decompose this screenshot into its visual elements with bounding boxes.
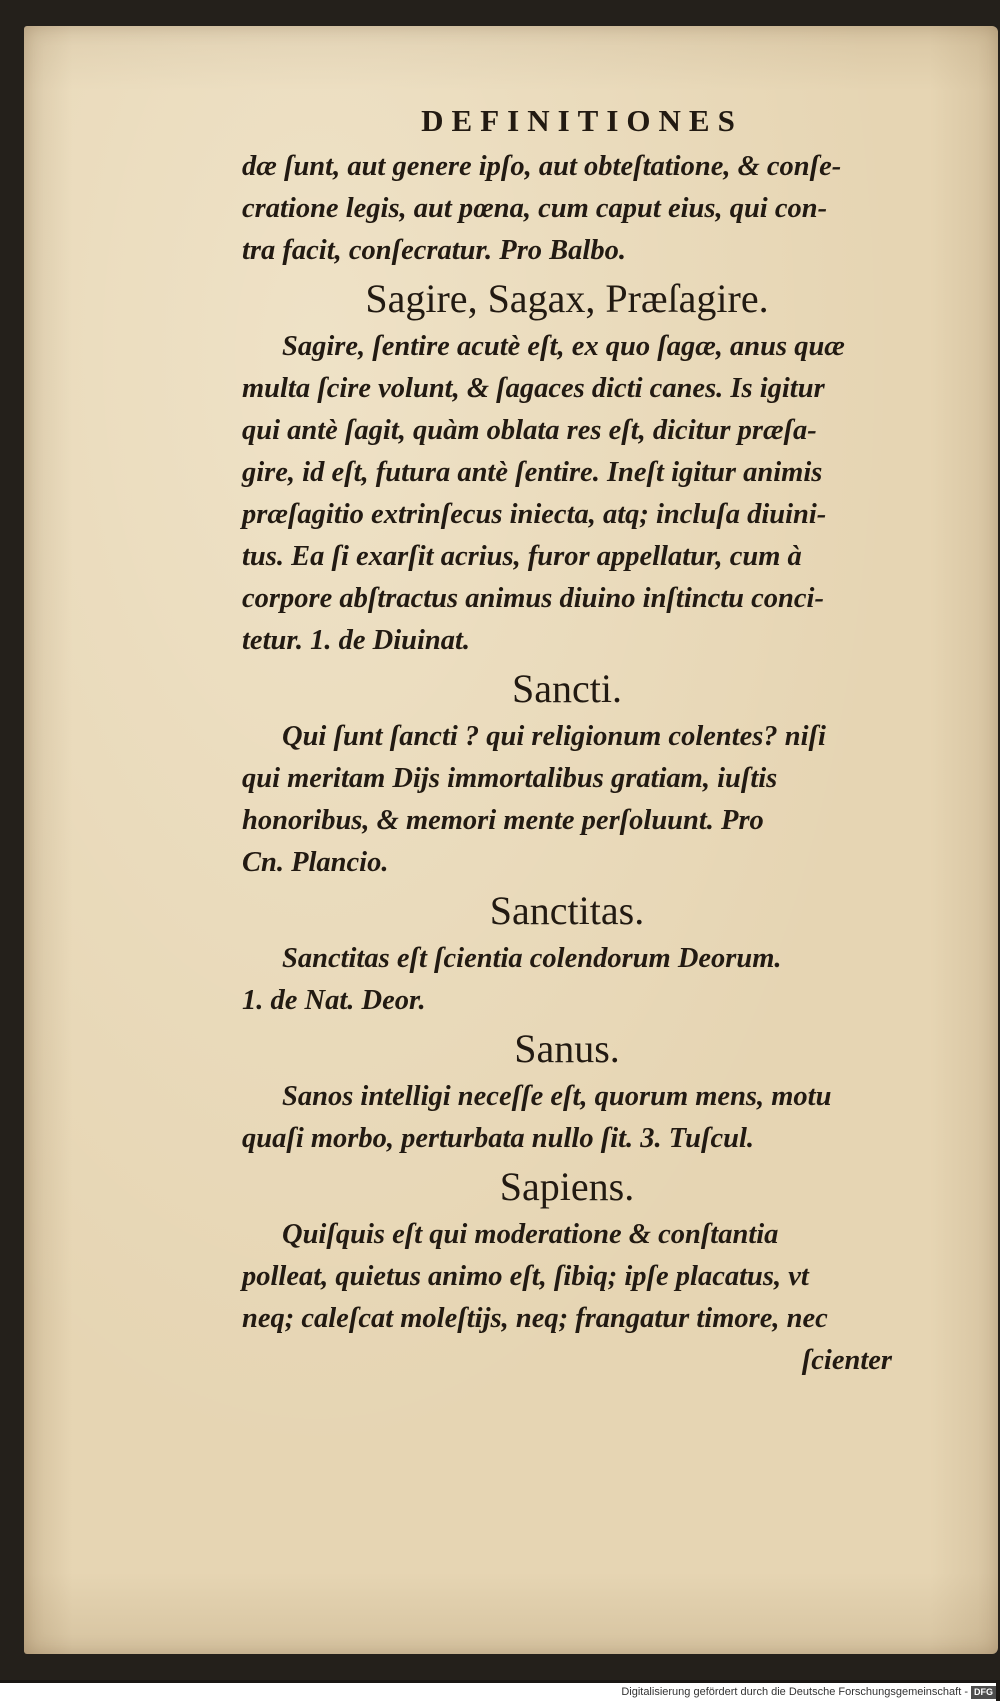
text-line: Sanos intelligi neceſſe eſt, quorum mens, motu — [282, 1081, 832, 1112]
running-head: DEFINITIONES — [421, 103, 743, 138]
text-line: 1. de Nat. Deor. — [242, 985, 426, 1016]
entry-heading-sanus: Sanus. — [514, 1026, 620, 1071]
text-line: corpore abſtractus animus diuino inſtinctu conci- — [242, 583, 824, 614]
text-line: neq; caleſcat moleſtijs, neq; frangatur timore, nec — [242, 1303, 828, 1334]
text-line: Sagire, ſentire acutè eſt, ex quo ſagæ, anus quæ — [282, 331, 845, 362]
text-line: Cn. Plancio. — [242, 847, 389, 878]
text-line: qui antè ſagit, quàm oblata res eſt, dicitur præſa- — [242, 415, 817, 446]
text-line: Quiſquis eſt qui moderatione & conſtantia — [282, 1219, 779, 1250]
entry-body-sapiens — [242, 1214, 892, 1382]
text-line: cratione legis, aut pœna, cum caput eius, qui con- — [242, 193, 828, 224]
text-line: honoribus, & memori mente perſoluunt. Pro — [242, 805, 764, 836]
text-line: tra facit, conſecratur. Pro Balbo. — [242, 235, 626, 266]
text-line: tetur. 1. de Diuinat. — [242, 625, 471, 656]
entry-heading-sagire: Sagire, Sagax, Præſagire. — [365, 276, 769, 321]
catchword: ſcienter — [801, 1345, 892, 1376]
intro-paragraph — [242, 146, 892, 272]
text-line: polleat, quietus animo eſt, ſibiq; ipſe placatus, vt — [242, 1261, 809, 1292]
text-line: quaſi morbo, perturbata nullo ſit. 3. Tuſcul. — [242, 1123, 755, 1154]
text-line: tus. Ea ſi exarſit acrius, furor appellatur, cum à — [242, 541, 802, 572]
text-line: multa ſcire volunt, & ſagaces dicti canes. Is igitur — [242, 373, 825, 404]
digitization-footer — [0, 1683, 996, 1701]
text-line: præſagitio extrinſecus iniecta, atq; incluſa diuini- — [242, 499, 827, 530]
text-line: gire, id eſt, futura antè ſentire. Ineſt igitur animis — [242, 457, 823, 488]
entry-body-sanus — [242, 1076, 892, 1160]
entry-body-sagire — [242, 326, 892, 662]
entry-heading-sanctitas: Sanctitas. — [489, 888, 645, 933]
text-line: qui meritam Dijs immortalibus gratiam, iuſtis — [242, 763, 778, 794]
text-line: Qui ſunt ſancti ? qui religionum colentes? niſi — [282, 721, 826, 752]
footer-text: Digitalisierung gefördert durch die Deutsche Forschungsgemeinschaft - — [621, 1686, 968, 1698]
entry-heading-sapiens: Sapiens. — [499, 1164, 635, 1209]
page-text — [242, 100, 892, 1382]
text-line: dæ ſunt, aut genere ipſo, aut obteſtatione, & conſe- — [242, 151, 842, 182]
dfg-logo: DFG — [971, 1686, 996, 1699]
entry-heading-sancti: Sancti. — [512, 666, 622, 711]
entry-body-sanctitas — [242, 938, 892, 1022]
text-line: Sanctitas eſt ſcientia colendorum Deorum. — [282, 943, 782, 974]
entry-body-sancti — [242, 716, 892, 884]
